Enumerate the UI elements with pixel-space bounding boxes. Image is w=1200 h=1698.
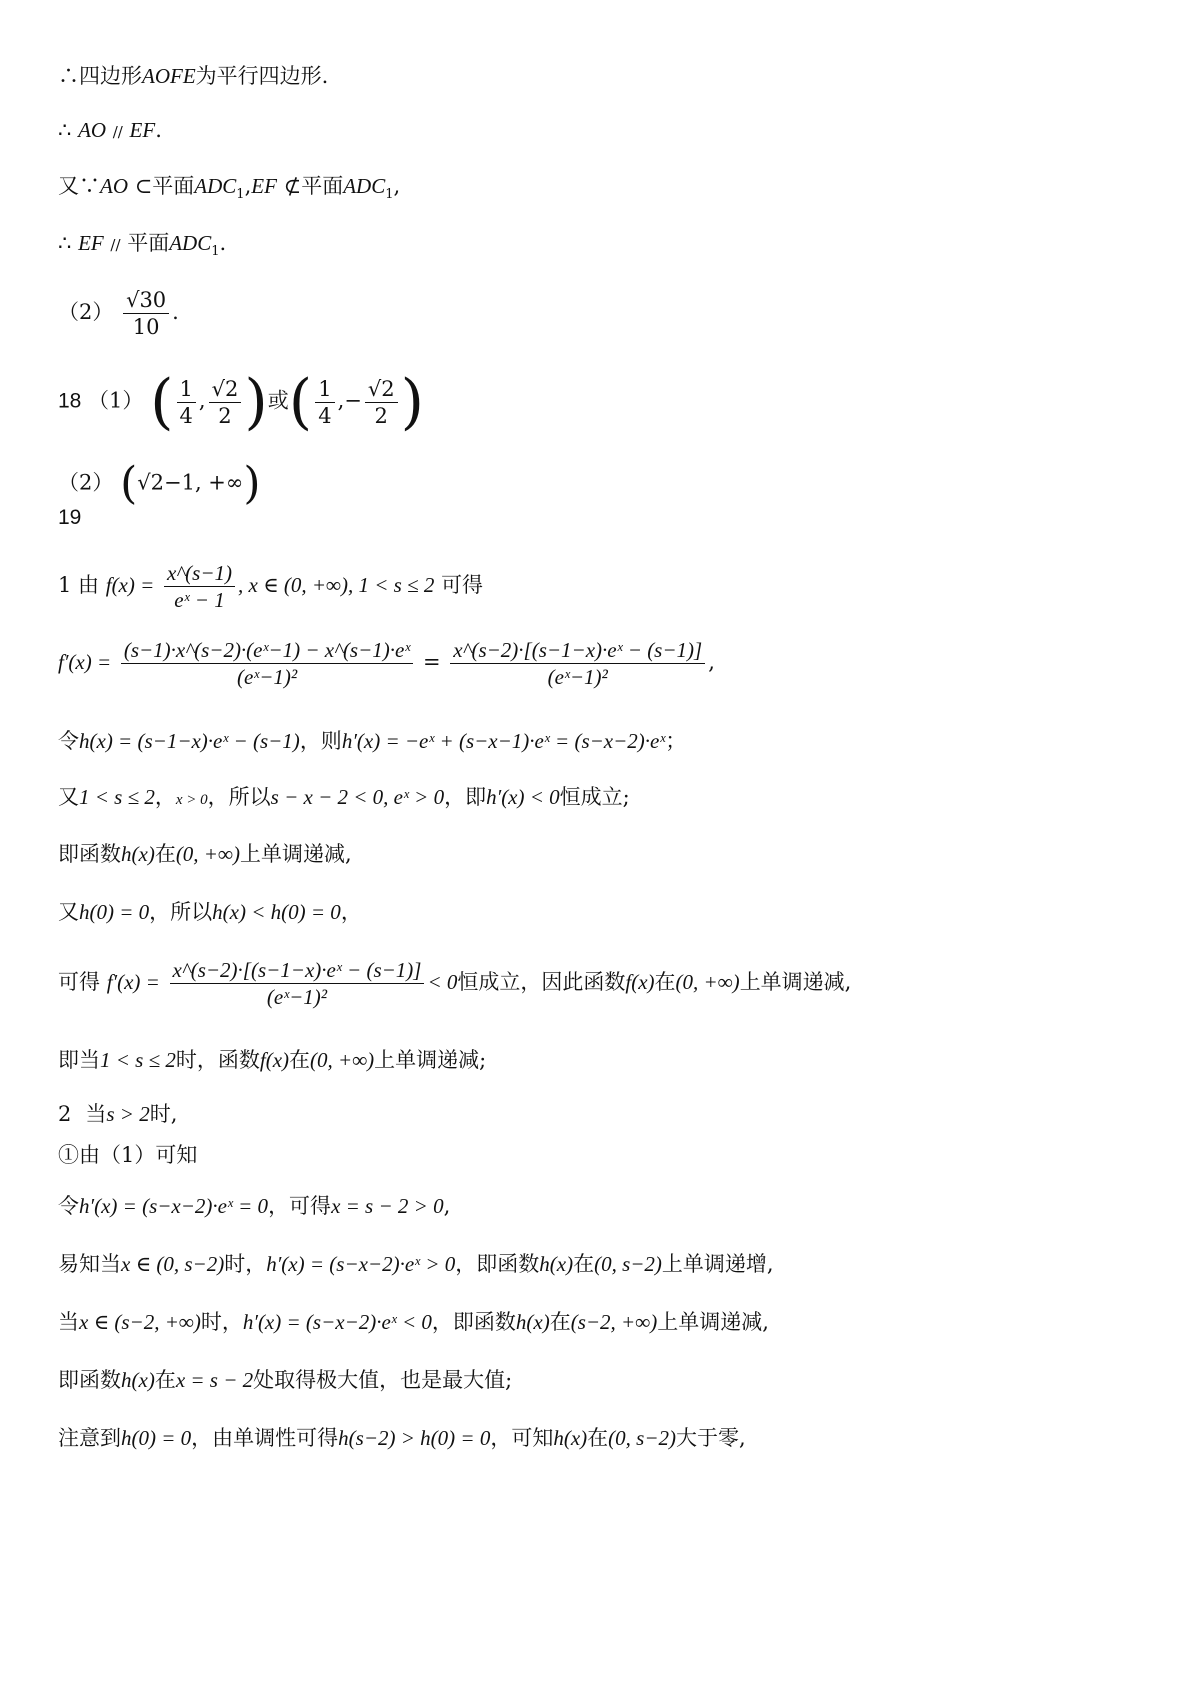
- text: 可得: [441, 573, 484, 597]
- line-h-prime-zero: [58, 1192, 450, 1220]
- text: 令: [58, 729, 79, 753]
- math: h(x): [553, 1426, 588, 1450]
- text: 时，: [224, 1252, 267, 1276]
- math: h(x): [515, 1310, 550, 1334]
- text: 或: [267, 388, 289, 413]
- line-h-maximum: [58, 1366, 512, 1394]
- denominator: 4: [318, 403, 332, 428]
- numerator: √2: [365, 376, 398, 403]
- math: (0, +∞): [310, 1048, 375, 1072]
- text: 大于零,: [676, 1426, 746, 1450]
- text: 为平行四边形.: [195, 64, 329, 88]
- denominator: 2: [218, 403, 232, 428]
- text: ，即: [444, 785, 487, 809]
- fraction: [121, 637, 413, 690]
- math: x = s − 2: [175, 1368, 254, 1392]
- text: 上单调递减,: [657, 1310, 769, 1334]
- denominator: (eˣ−1)²: [547, 665, 608, 689]
- math: h′(x) = (s−x−2)·eˣ > 0: [266, 1252, 456, 1276]
- text: 在: [289, 1048, 311, 1072]
- text: 即函数: [58, 1368, 121, 1392]
- fraction: [170, 957, 425, 1010]
- subscript: 1: [236, 187, 245, 202]
- math: ADC: [169, 231, 212, 255]
- text: 在: [573, 1252, 595, 1276]
- math: h(x): [121, 1368, 155, 1392]
- text: 当: [85, 1102, 107, 1126]
- math: h(x): [539, 1252, 574, 1276]
- numerator: (s−1)·x^(s−2)·(eˣ−1) − x^(s−1)·eˣ: [121, 637, 413, 664]
- text: 令: [58, 1194, 79, 1218]
- numerator: 1: [315, 376, 334, 403]
- denominator: (eˣ−1)²: [266, 985, 328, 1009]
- text: 在: [587, 1426, 609, 1450]
- text: ,: [443, 1194, 451, 1218]
- line-f-prime-negative: [58, 957, 851, 1010]
- math: ADC: [343, 174, 386, 198]
- fraction: [164, 560, 235, 613]
- line-answer-18-2: （2） (√2−1, +∞): [58, 458, 261, 509]
- text: 平面: [152, 174, 195, 198]
- text: ，可得: [268, 1194, 332, 1218]
- text: 上单调递增,: [661, 1252, 774, 1276]
- text: 注意到: [58, 1426, 121, 1450]
- text: ∴四边形: [58, 64, 142, 88]
- text: ，则: [299, 729, 342, 753]
- math: AO: [100, 174, 128, 198]
- text: ，所以: [207, 785, 271, 809]
- line-define-h: [58, 727, 686, 755]
- line-parallelogram: [58, 62, 328, 90]
- subset-symbol: ⊂: [134, 174, 153, 198]
- text: 恒成立;: [559, 785, 630, 809]
- text: 又: [58, 900, 79, 924]
- denominator: (eˣ−1)²: [236, 665, 298, 689]
- text: ,: [708, 650, 715, 674]
- math: (0, +∞): [175, 842, 240, 866]
- math: x ∈ (0, s−2): [121, 1252, 225, 1276]
- math: h′(x) = (s−x−2)·eˣ = 0: [79, 1194, 269, 1218]
- line-ao-subset-plane: [58, 172, 400, 204]
- text: ,: [244, 174, 252, 198]
- numerator: x^(s−2)·[(s−1−x)·eˣ − (s−1)]: [170, 957, 425, 984]
- parallel-symbol: //: [110, 236, 121, 254]
- math: (s−2, +∞): [570, 1310, 658, 1334]
- fraction: [177, 376, 196, 429]
- math: h(s−2) > h(0) = 0: [338, 1426, 491, 1450]
- fraction: [209, 376, 242, 429]
- text: 时，函数: [175, 1048, 260, 1072]
- subscript: 1: [211, 244, 220, 259]
- math: f′(x) =: [58, 650, 112, 674]
- math: h′(x) = (s−x−2)·eˣ < 0: [242, 1310, 432, 1334]
- numerator: √30: [123, 287, 169, 314]
- parallel-symbol: //: [112, 123, 123, 141]
- text: ，即函数: [431, 1310, 516, 1334]
- denominator: 10: [132, 315, 160, 339]
- line-h-prime-negative: [58, 783, 630, 814]
- math: EF: [251, 174, 277, 198]
- text: 当: [58, 1310, 79, 1334]
- question-number: 19: [58, 506, 82, 529]
- text: 平面: [127, 231, 170, 255]
- math: x > 0: [175, 792, 208, 808]
- minus: −: [344, 388, 362, 413]
- line-part2: [58, 1100, 177, 1128]
- line-conclusion-1: [58, 1046, 486, 1074]
- question-number: 18: [58, 389, 82, 413]
- text: 时，: [200, 1310, 243, 1334]
- math: EF: [129, 118, 156, 142]
- math: AOFE: [142, 64, 196, 88]
- math: h′(x) = −eˣ + (s−x−1)·eˣ = (s−x−2)·eˣ: [341, 729, 666, 753]
- numerator: √2: [209, 376, 242, 403]
- line-h-positive: [58, 1424, 746, 1452]
- text: .: [219, 231, 227, 255]
- line-ef-parallel-plane: [58, 229, 226, 261]
- math: h(x) < h(0) = 0: [212, 900, 341, 924]
- text: ∴: [58, 118, 72, 142]
- line-circle-1: [58, 1141, 197, 1169]
- math: √2: [137, 470, 164, 495]
- not-subset-symbol: ⊄: [283, 174, 302, 198]
- text: ，由单调性可得: [191, 1426, 339, 1450]
- text: 在: [549, 1310, 571, 1334]
- numerator: x^(s−1): [164, 560, 235, 587]
- math: EF: [78, 231, 104, 255]
- math: < 0: [427, 970, 458, 994]
- math: f(x) =: [105, 573, 155, 597]
- text: 上单调递减,: [239, 842, 352, 866]
- math: x ∈ (s−2, +∞): [79, 1310, 201, 1334]
- text: 在: [154, 842, 176, 866]
- text: 在: [654, 970, 676, 994]
- math: AO: [78, 118, 107, 142]
- text: 平面: [301, 174, 344, 198]
- fraction: [365, 376, 398, 429]
- line-h-increasing: [58, 1250, 774, 1278]
- line-19-part1-intro: [58, 560, 483, 613]
- fraction: [315, 376, 334, 429]
- text: （1）: [88, 388, 144, 413]
- math: f′(x) =: [106, 970, 160, 994]
- numerator: x^(s−2)·[(s−1−x)·eˣ − (s−1)]: [450, 637, 705, 664]
- text: 即函数: [58, 842, 121, 866]
- text: ,: [393, 174, 401, 198]
- math: (0, s−2): [594, 1252, 662, 1276]
- math: 1 < s ≤ 2: [79, 785, 155, 809]
- math: , x ∈ (0, +∞), 1 < s ≤ 2: [238, 573, 435, 597]
- text: ，所以: [149, 900, 213, 924]
- text: 即当: [58, 1048, 100, 1072]
- equals: =: [422, 650, 441, 674]
- denominator: eˣ − 1: [174, 588, 225, 612]
- line-h-decreasing: [58, 840, 352, 868]
- math: (0, +∞): [675, 970, 740, 994]
- text: 处取得极大值，也是最大值;: [253, 1368, 513, 1392]
- text: 在: [154, 1368, 176, 1392]
- math: −1, +∞: [163, 470, 244, 495]
- math: h′(x) < 0: [486, 785, 560, 809]
- math: h(x) = (s−1−x)·eˣ − (s−1): [79, 729, 300, 753]
- denominator: 4: [179, 403, 193, 428]
- text: 上单调递减,: [739, 970, 852, 994]
- math: s > 2: [106, 1102, 150, 1126]
- math: 1 < s ≤ 2: [100, 1048, 176, 1072]
- text: ，即函数: [455, 1252, 540, 1276]
- text: 可得: [58, 970, 100, 994]
- math: h(0) = 0: [79, 900, 150, 924]
- line-ao-parallel-ef: [58, 116, 162, 146]
- math: x = s − 2 > 0: [331, 1194, 444, 1218]
- text: 时,: [149, 1102, 178, 1126]
- text: （2）: [58, 300, 114, 324]
- fraction: [123, 287, 169, 340]
- subscript: 1: [385, 187, 394, 202]
- numerator: 1: [177, 376, 196, 403]
- text: 上单调递减;: [374, 1048, 487, 1072]
- text: （2）: [58, 470, 114, 495]
- text: ①由（1）可知: [58, 1143, 198, 1167]
- text: 易知当: [58, 1252, 121, 1276]
- text: 又: [58, 785, 79, 809]
- text: 1 由: [58, 573, 100, 597]
- math: f(x): [625, 970, 655, 994]
- math: h(0) = 0: [121, 1426, 192, 1450]
- text: ，: [340, 900, 362, 924]
- text: .: [155, 118, 162, 142]
- text: ，: [154, 785, 176, 809]
- math: s − x − 2 < 0, eˣ > 0: [270, 785, 445, 809]
- question-number-19: [58, 504, 81, 532]
- text: 恒成立，因此函数: [457, 970, 626, 994]
- math: h(x): [121, 842, 155, 866]
- math: ADC: [194, 174, 237, 198]
- line-answer-18-1: 18 （1） ( $\frac{1}{4}$ , $\frac{√2}{2}$ )或( $\frac{1}{4}$ ,− $\frac{√2}{2}$ ): [58, 367, 425, 437]
- text: 又∵: [58, 174, 100, 198]
- denominator: 2: [374, 403, 388, 428]
- math: (0, s−2): [608, 1426, 676, 1450]
- line-h-decreasing-2: [58, 1308, 769, 1336]
- text: ∴: [58, 231, 72, 255]
- text: .: [172, 300, 179, 324]
- line-answer-17-2: [58, 287, 179, 340]
- fraction: [450, 637, 705, 690]
- text: ；: [665, 729, 687, 753]
- math: f(x): [259, 1048, 290, 1072]
- text: ，可知: [490, 1426, 554, 1450]
- text: 2: [58, 1102, 72, 1126]
- line-derivative: [58, 637, 715, 690]
- line-h-zero: [58, 898, 362, 926]
